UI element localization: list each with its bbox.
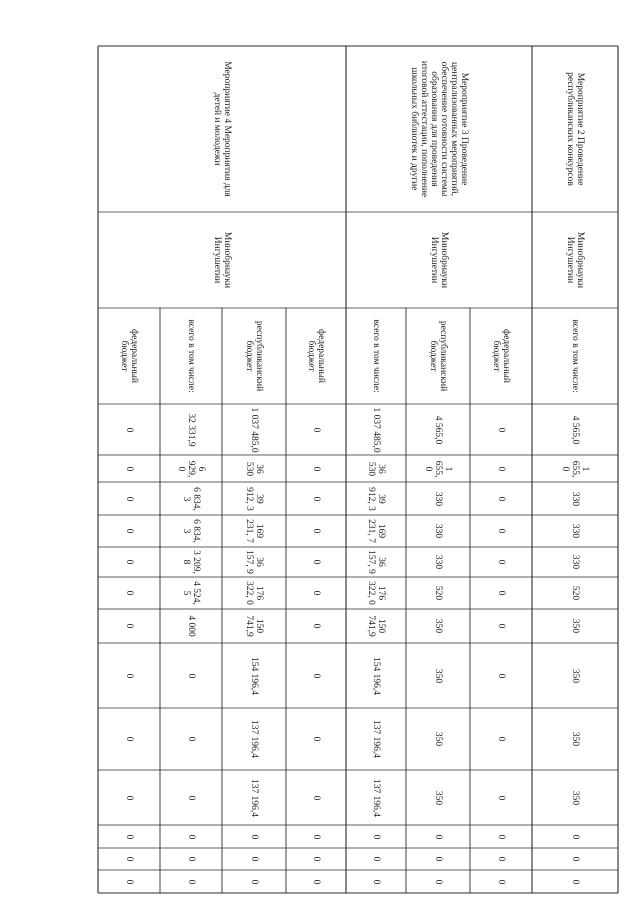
value-cell: 330	[570, 554, 580, 570]
executor-cell: Минобрнауки Ингушетии	[429, 231, 449, 289]
value-cell: 0	[496, 528, 506, 534]
value-cell: 137 196,4	[249, 778, 259, 817]
value-cell: 0	[124, 795, 134, 800]
value-cell: 0	[186, 673, 196, 678]
value-cell: 0	[186, 795, 196, 800]
value-cell: 154 196,4	[371, 656, 381, 695]
value-cell: 150 741,9	[244, 615, 264, 637]
value-cell: 0	[433, 879, 443, 884]
value-cell: 0	[496, 856, 506, 862]
value-cell: 0	[371, 856, 381, 862]
value-cell: 0	[311, 590, 321, 596]
event-cell: Мероприятие 3 Проведение централизованных мероприятий, обеспечение готовности системы образования для проведения итоговой аттестации, пополнение школьных библиотек и другие	[409, 60, 469, 198]
value-cell: 0	[311, 496, 321, 501]
budget-source-cell: всего в том числе:	[371, 319, 381, 393]
value-cell: 0	[496, 623, 506, 629]
value-cell: 0	[496, 427, 506, 432]
value-cell: 0	[186, 834, 196, 839]
value-cell: 4 565,0	[433, 415, 443, 444]
value-cell: 36 157, 9	[244, 550, 264, 574]
value-cell: 0	[249, 879, 259, 884]
value-cell: 6 834, 3	[181, 519, 201, 543]
value-cell: 350	[433, 790, 443, 805]
value-cell: 0	[311, 736, 321, 742]
value-cell: 0	[311, 528, 321, 534]
value-cell: 0	[371, 834, 381, 839]
value-cell: 36 530	[244, 461, 264, 476]
budget-source-cell: федеральный бюджет	[119, 329, 139, 383]
value-cell: 137 196,4	[371, 778, 381, 817]
value-cell: 0	[311, 834, 321, 839]
value-cell: 350	[433, 618, 443, 634]
value-cell: 330	[433, 554, 443, 570]
value-cell: 330	[570, 523, 580, 539]
budget-source-cell: всего в том числе:	[186, 319, 196, 393]
value-cell: 0	[570, 856, 580, 862]
budget-source-cell: республиканский бюджет	[244, 320, 264, 392]
value-cell: 0	[570, 879, 580, 884]
value-cell: 0	[496, 496, 506, 501]
value-cell: 0	[124, 736, 134, 742]
value-cell: 520	[570, 585, 580, 601]
executor-cell: Минобрнауки Ингушетии	[212, 231, 232, 289]
value-cell: 0	[311, 856, 321, 862]
budget-source-cell: федеральный бюджет	[306, 329, 326, 383]
value-cell: 1 655, 0	[423, 460, 453, 477]
event-cell: Мероприятие 4 Мероприятия для детей и молодежи	[212, 61, 232, 197]
value-cell: 0	[496, 559, 506, 565]
value-cell: 0	[433, 834, 443, 839]
value-cell: 0	[124, 673, 134, 678]
value-cell: 36 530	[366, 461, 386, 476]
value-cell: 0	[433, 856, 443, 862]
value-cell: 4 000	[186, 615, 196, 637]
value-cell: 330	[570, 491, 580, 506]
value-cell: 0	[124, 879, 134, 884]
value-cell: 39 912, 3	[244, 486, 264, 511]
value-cell: 3 209, 8	[181, 550, 201, 574]
value-cell: 1 037 485,0	[249, 406, 259, 453]
value-cell: 6 834, 3	[181, 486, 201, 511]
value-cell: 36 157, 9	[366, 550, 386, 574]
value-cell: 137 196,4	[371, 720, 381, 758]
value-cell: 520	[433, 585, 443, 601]
value-cell: 350	[570, 668, 580, 683]
value-cell: 330	[433, 491, 443, 506]
value-cell: 1 037 485,0	[371, 406, 381, 453]
value-cell: 0	[496, 590, 506, 596]
value-cell: 0	[124, 856, 134, 862]
value-cell: 169 231, 7	[366, 519, 386, 543]
value-cell: 169 231, 7	[244, 519, 264, 543]
value-cell: 0	[496, 466, 506, 471]
value-cell: 0	[496, 795, 506, 800]
value-cell: 0	[371, 879, 381, 884]
value-cell: 330	[433, 523, 443, 539]
value-cell: 350	[433, 668, 443, 683]
value-cell: 0	[311, 559, 321, 565]
value-cell: 6 929, 0	[176, 460, 206, 477]
value-cell: 32 331,9	[186, 412, 196, 447]
value-cell: 4 524, 5	[181, 581, 201, 605]
budget-source-cell: всего в том числе:	[570, 319, 580, 393]
value-cell: 0	[124, 559, 134, 565]
executor-cell: Минобрнауки Ингушетии	[565, 231, 585, 289]
value-cell: 0	[496, 673, 506, 678]
value-cell: 0	[496, 879, 506, 884]
value-cell: 137 196,4	[249, 720, 259, 758]
value-cell: 0	[186, 736, 196, 742]
value-cell: 4 565,0	[570, 415, 580, 444]
budget-source-cell: федеральный бюджет	[491, 329, 511, 383]
value-cell: 0	[311, 427, 321, 432]
value-cell: 0	[124, 834, 134, 839]
value-cell: 350	[433, 731, 443, 747]
event-cell: Мероприятие 2 Проведение республиканских конкурсов	[565, 72, 585, 186]
value-cell: 0	[496, 834, 506, 839]
value-cell: 0	[311, 466, 321, 471]
value-cell: 0	[124, 623, 134, 629]
value-cell: 39 912, 3	[366, 486, 386, 511]
value-cell: 1 655, 0	[560, 460, 590, 477]
value-cell: 0	[186, 879, 196, 884]
value-cell: 0	[124, 528, 134, 534]
value-cell: 176 322, 0	[244, 581, 264, 605]
value-cell: 0	[124, 466, 134, 471]
value-cell: 0	[311, 879, 321, 884]
value-cell: 0	[249, 834, 259, 839]
value-cell: 0	[496, 736, 506, 742]
value-cell: 150 741,9	[366, 615, 386, 637]
value-cell: 0	[249, 856, 259, 862]
value-cell: 0	[124, 427, 134, 432]
value-cell: 0	[311, 795, 321, 800]
value-cell: 350	[570, 731, 580, 747]
value-cell: 0	[311, 673, 321, 678]
budget-source-cell: республиканский бюджет	[428, 320, 448, 392]
value-cell: 350	[570, 618, 580, 634]
value-cell: 0	[570, 834, 580, 839]
value-cell: 176 322, 0	[366, 581, 386, 605]
value-cell: 0	[124, 590, 134, 596]
value-cell: 154 196,4	[249, 656, 259, 695]
value-cell: 0	[186, 856, 196, 862]
value-cell: 0	[311, 623, 321, 629]
value-cell: 0	[124, 496, 134, 501]
value-cell: 350	[570, 790, 580, 805]
